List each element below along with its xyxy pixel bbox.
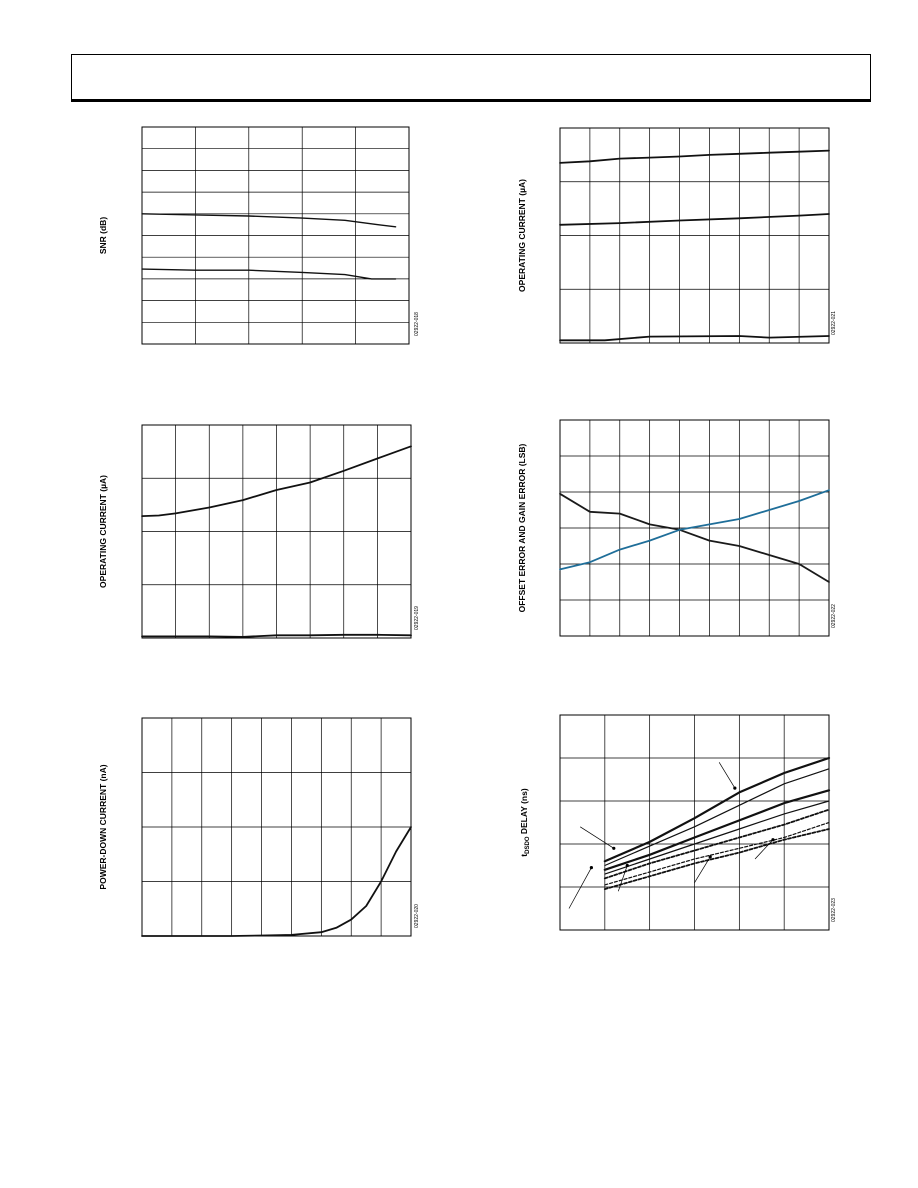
- y-axis-label: SNR (dB): [98, 216, 108, 255]
- y-axis-label: OPERATING CURRENT (µA): [517, 179, 527, 292]
- chart-snr: [98, 127, 420, 344]
- chart-power-down-current: [98, 718, 420, 936]
- figure-id: 02922-019: [414, 606, 420, 630]
- chart-tdsdo-delay: [519, 715, 837, 930]
- y-axis-label: OFFSET ERROR AND GAIN ERROR (LSB): [517, 443, 527, 613]
- chart-op-current-1: [98, 425, 420, 638]
- figure-id: 02922-020: [414, 904, 420, 928]
- chart-offset-gain-error: [517, 420, 837, 636]
- figure-id: 02922-021: [831, 311, 837, 335]
- series-line-1: [560, 490, 829, 569]
- series-line-1: [142, 269, 396, 279]
- pointer-arrowhead: [626, 864, 629, 867]
- series-line-1: [605, 769, 829, 866]
- pointer-arrowhead: [733, 787, 736, 790]
- series-line-2: [560, 336, 829, 340]
- figure-id: 02922-018: [414, 312, 420, 336]
- y-axis-label: POWER-DOWN CURRENT (nA): [98, 764, 108, 890]
- figure-id: 02922-022: [831, 604, 837, 628]
- pointer-arrowhead: [771, 838, 774, 841]
- series-line-0: [142, 214, 396, 227]
- pointer-arrowhead: [612, 847, 615, 850]
- series-line-5: [605, 823, 829, 885]
- pointer-arrowhead: [590, 866, 593, 869]
- pointer-arrow: [719, 762, 735, 788]
- y-axis-label: $t_{DSDO}$ DELAY (ns): [519, 788, 531, 857]
- series-line-0: [560, 494, 829, 582]
- series-line-0: [605, 758, 829, 861]
- series-line-0: [560, 151, 829, 163]
- figure-id: 02922-023: [831, 898, 837, 922]
- pointer-arrow: [569, 868, 591, 909]
- series-line-1: [560, 214, 829, 225]
- y-axis-label: OPERATING CURRENT (µA): [98, 475, 108, 588]
- chart-op-current-2: [517, 128, 837, 343]
- pointer-arrow: [580, 827, 614, 849]
- pointer-arrowhead: [709, 855, 712, 858]
